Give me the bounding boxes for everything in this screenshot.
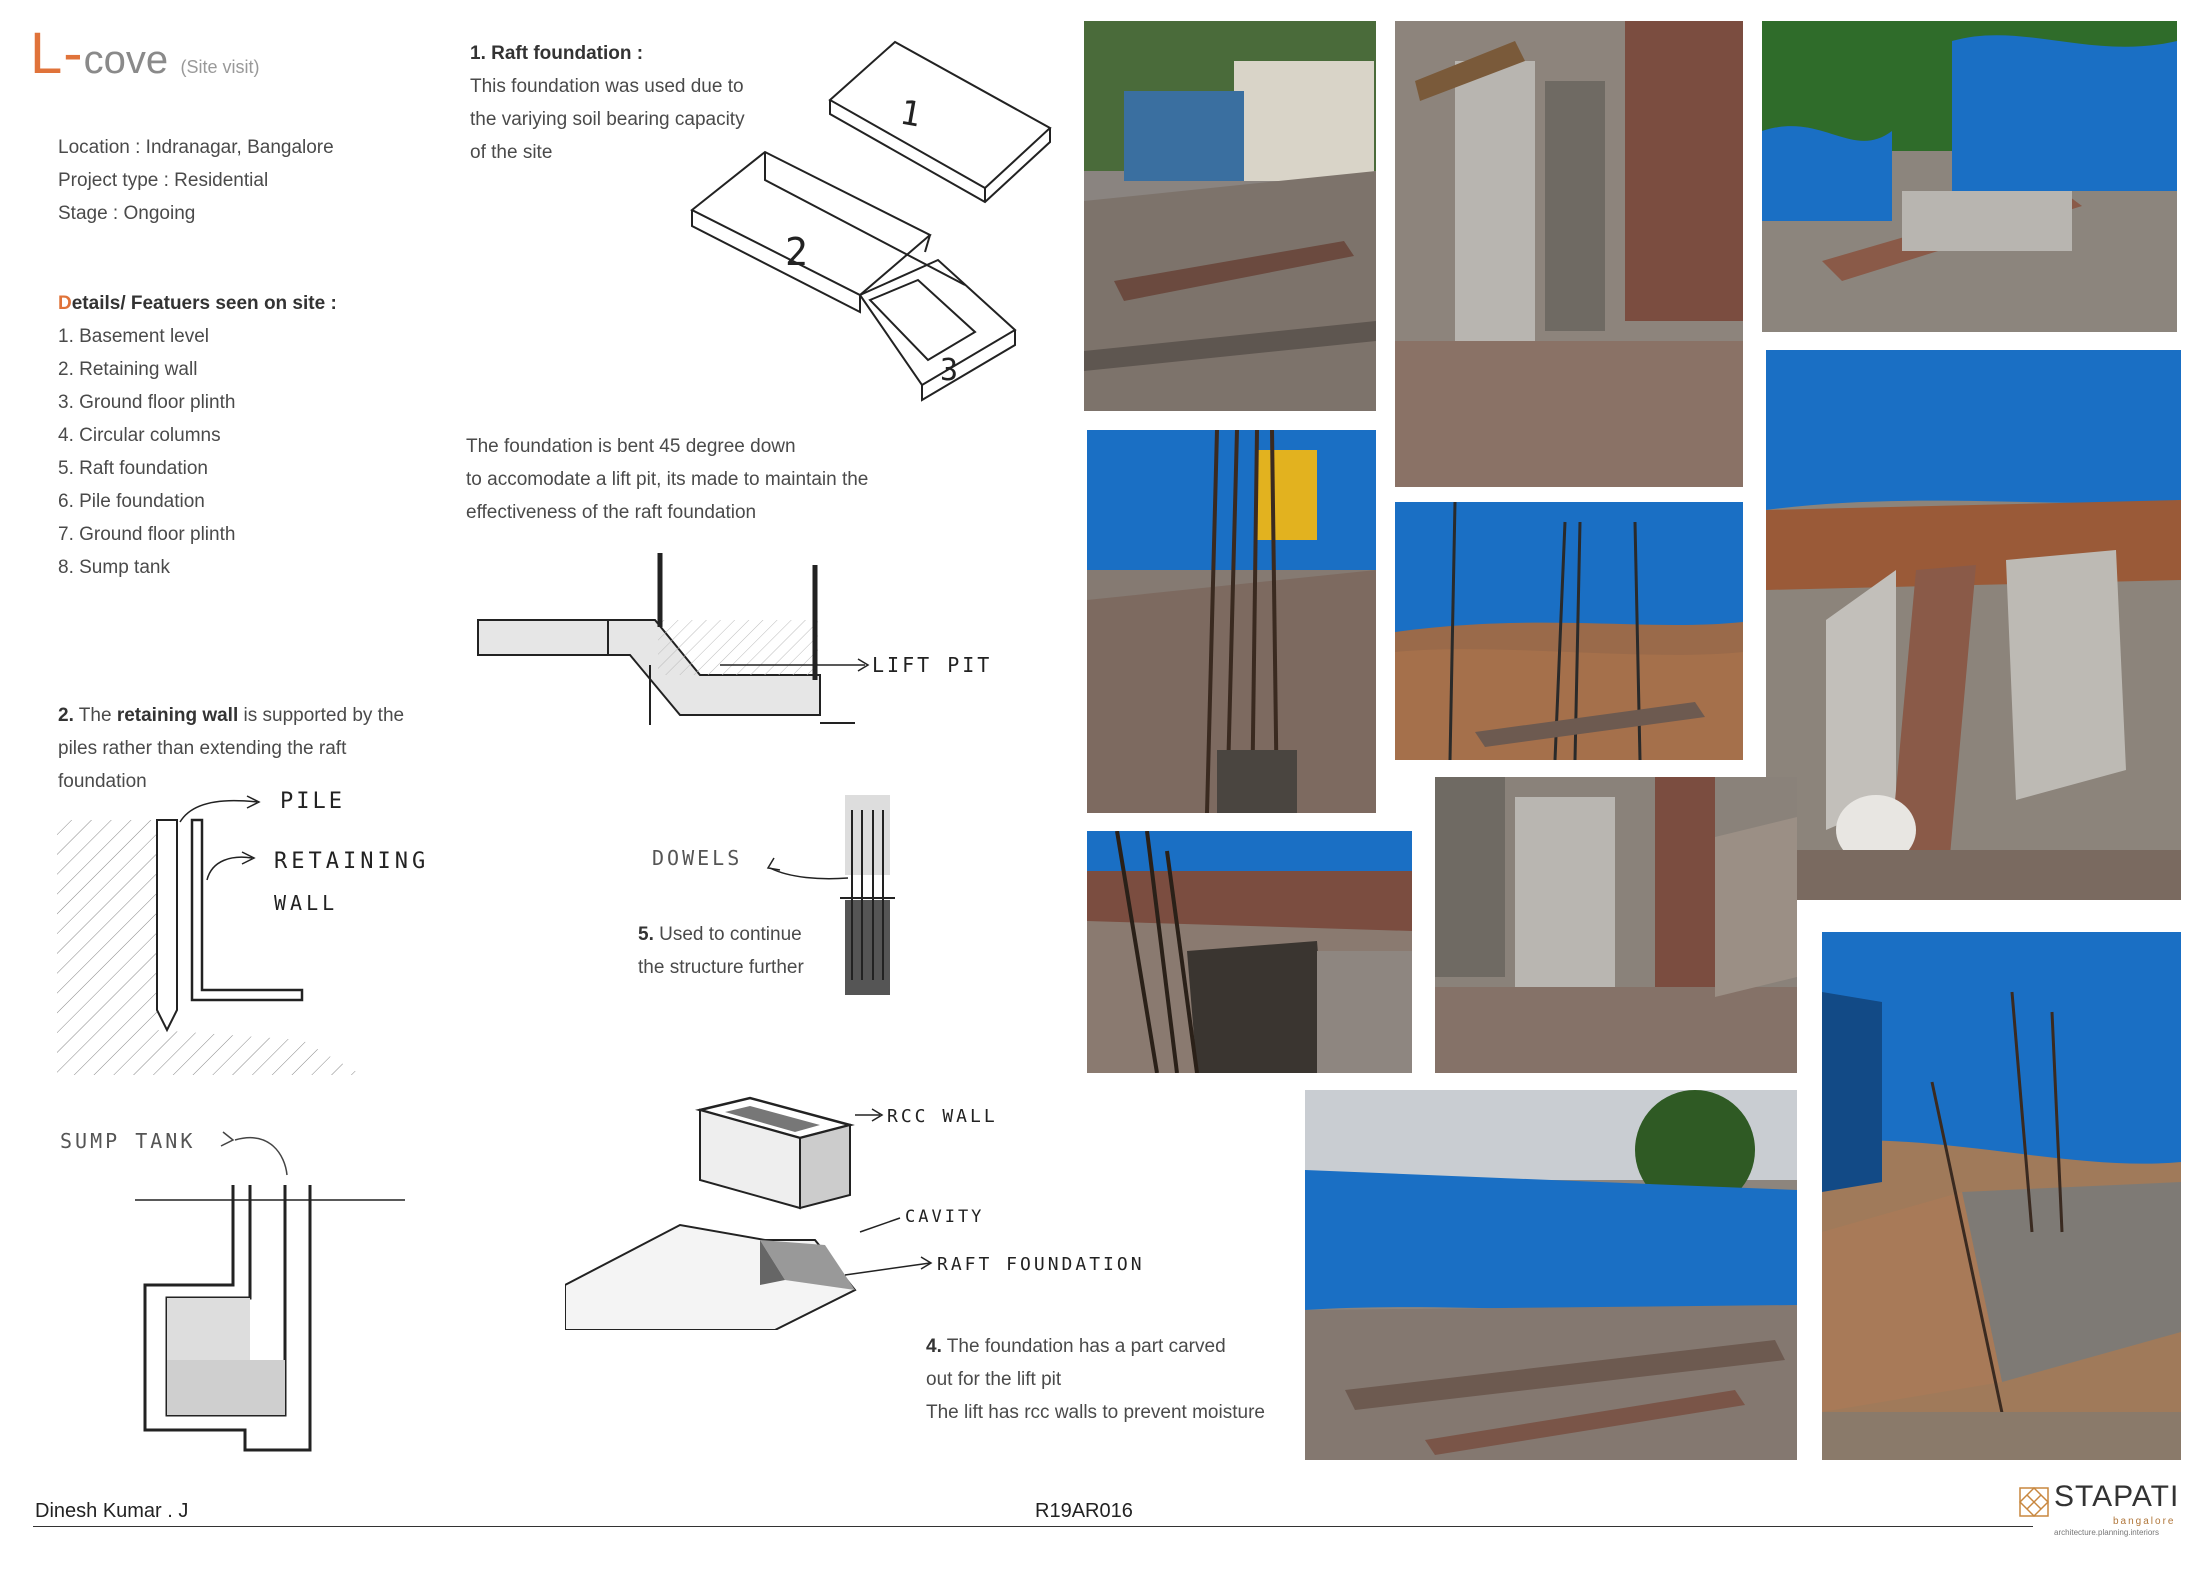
pile-label: PILE xyxy=(280,789,345,814)
retaining-note-bold: retaining wall xyxy=(116,705,239,726)
bent-note-line2: to accomodate a lift pit, its made to maintain the xyxy=(466,469,869,490)
site-photo-wide-view xyxy=(1305,1090,1797,1460)
site-photo-blue-tarp-trench xyxy=(1762,21,2177,332)
lift-note-num: 4. xyxy=(926,1336,942,1357)
details-heading xyxy=(58,287,337,320)
details-item: 2. Retaining wall xyxy=(58,359,198,380)
retaining-label: RETAINING xyxy=(274,849,430,874)
site-photo-street xyxy=(1084,21,1376,411)
title-dash: - xyxy=(63,21,84,86)
sump-tank-sketch xyxy=(55,1120,415,1465)
lift-note-line3: The lift has rcc walls to prevent moisture xyxy=(926,1402,1265,1423)
block-label-3: 3 xyxy=(940,353,959,388)
location-text: Location : Indranagar, Bangalore xyxy=(58,137,334,158)
site-photo-rebar-column xyxy=(1087,430,1376,813)
details-list xyxy=(58,287,337,584)
logo-tagline: architecture.planning.interiors xyxy=(2054,1528,2159,1537)
dowels-note-num: 5. xyxy=(638,924,654,945)
title-note: (Site visit) xyxy=(180,57,260,77)
block-label-2: 2 xyxy=(785,230,808,274)
details-item: 5. Raft foundation xyxy=(58,458,208,479)
dowels-note-text1: Used to continue xyxy=(653,924,802,945)
details-item: 8. Sump tank xyxy=(58,557,170,578)
site-photo-formwork-walls xyxy=(1395,21,1743,487)
raft-blocks-sketch xyxy=(680,30,1060,430)
lift-note-line1 xyxy=(926,1330,1265,1363)
logo-text: STAPATI xyxy=(2054,1480,2180,1513)
details-item: 7. Ground floor plinth xyxy=(58,524,236,545)
retaining-note-line2: piles rather than extending the raft xyxy=(58,738,347,759)
page-title xyxy=(30,20,260,87)
pile-retaining-sketch xyxy=(52,780,472,1080)
stapati-logo-icon xyxy=(2018,1486,2050,1518)
block-label-1: 1 xyxy=(896,92,924,136)
details-heading-first: D xyxy=(58,293,72,314)
project-type-text: Project type : Residential xyxy=(58,170,269,191)
wall-label: WALL xyxy=(274,891,339,915)
stapati-logo xyxy=(2018,1478,2188,1538)
retaining-note-line1 xyxy=(58,699,404,732)
lift-note-text1: The foundation has a part carved xyxy=(941,1336,1226,1357)
sump-tank-label: SUMP TANK xyxy=(60,1129,196,1153)
details-heading-rest: etails/ Featuers seen on site : xyxy=(71,293,337,314)
title-letter-l: L xyxy=(30,21,64,86)
details-item: 6. Pile foundation xyxy=(58,491,205,512)
raft-note-line2: the variying soil bearing capacity xyxy=(470,109,745,130)
raft-note-heading: 1. Raft foundation : xyxy=(470,43,644,64)
retaining-note-post: is supported by the xyxy=(238,705,405,726)
retaining-note-line3: foundation xyxy=(58,771,147,792)
rcc-wall-label: RCC WALL xyxy=(887,1106,998,1127)
site-photo-tarp-soil xyxy=(1395,502,1743,760)
cavity-label: CAVITY xyxy=(905,1207,985,1227)
raft-foundation-label: RAFT FOUNDATION xyxy=(937,1254,1145,1275)
title-rest: cove xyxy=(83,38,169,82)
lift-pit-section-sketch xyxy=(470,545,1030,745)
dowels-sketch xyxy=(640,790,910,1000)
author-name: Dinesh Kumar . J xyxy=(35,1500,189,1522)
bent-note-line3: effectiveness of the raft foundation xyxy=(466,502,757,523)
bent-note-line1: The foundation is bent 45 degree down xyxy=(466,436,796,457)
details-item: 1. Basement level xyxy=(58,326,210,347)
site-photo-block-walls-worker xyxy=(1766,350,2181,900)
bent-foundation-note xyxy=(466,430,868,529)
dowels-note-line2: the structure further xyxy=(638,957,804,978)
retaining-note-num: 2. xyxy=(58,705,74,726)
logo-city: bangalore xyxy=(2113,1516,2176,1527)
site-photo-tarp-corner xyxy=(1822,932,2181,1460)
lift-pit-iso-sketch xyxy=(565,1090,1185,1330)
roll-number: R19AR016 xyxy=(1035,1500,1133,1522)
footer-rule xyxy=(33,1526,2033,1527)
site-photo-pit-rebar xyxy=(1087,831,1412,1073)
lift-pit-label: LIFT PIT xyxy=(872,653,993,677)
dowels-label: DOWELS xyxy=(652,846,743,870)
retaining-note-pre: The xyxy=(73,705,117,726)
lift-note-line2: out for the lift pit xyxy=(926,1369,1062,1390)
lift-pit-note xyxy=(926,1330,1265,1429)
raft-note-line3: of the site xyxy=(470,142,553,163)
project-info xyxy=(58,131,334,230)
details-item: 3. Ground floor plinth xyxy=(58,392,236,413)
raft-note-line1: This foundation was used due to xyxy=(470,76,744,97)
details-item: 4. Circular columns xyxy=(58,425,221,446)
stage-text: Stage : Ongoing xyxy=(58,203,196,224)
site-photo-wall-shuttering xyxy=(1435,777,1797,1073)
